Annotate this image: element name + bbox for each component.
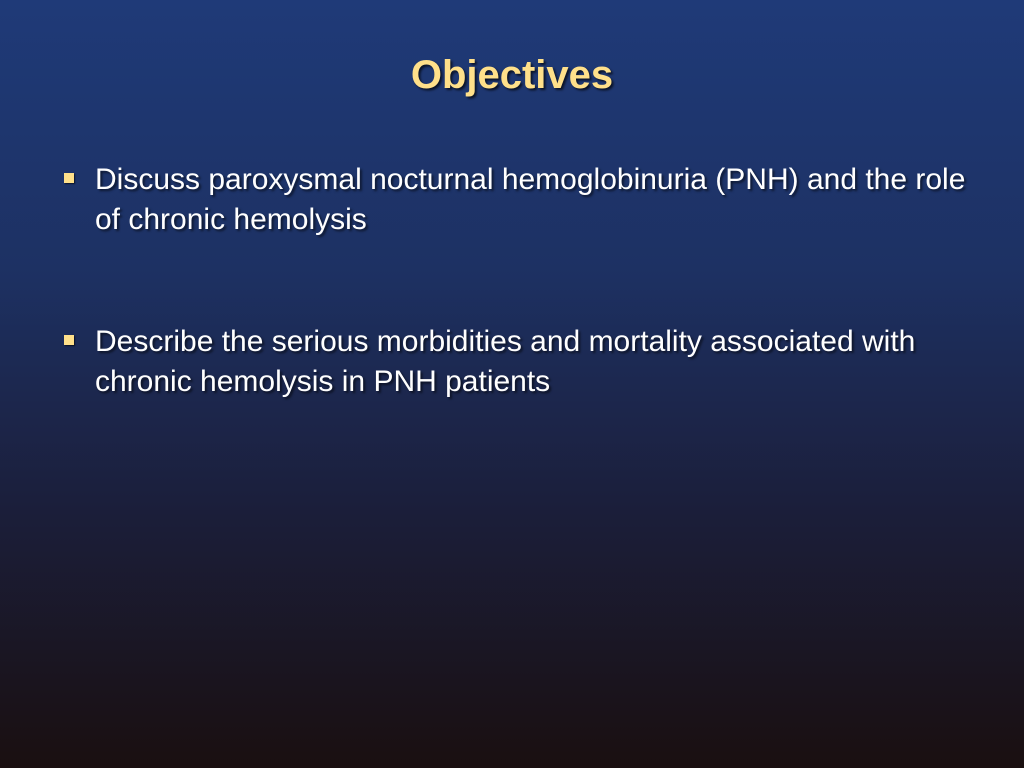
objective-text: Discuss paroxysmal nocturnal hemoglobinuria (PNH) and the role of chronic hemolysis	[95, 163, 966, 236]
slide-title: Objectives	[410, 53, 614, 97]
square-bullet-icon	[64, 335, 74, 345]
objective-text: Describe the serious morbidities and mortality associated with chronic hemolysis in PNH patients	[95, 325, 916, 398]
objective-item	[60, 160, 980, 240]
square-bullet-icon	[64, 173, 74, 183]
objectives-list	[60, 160, 980, 484]
objective-item	[60, 322, 980, 402]
